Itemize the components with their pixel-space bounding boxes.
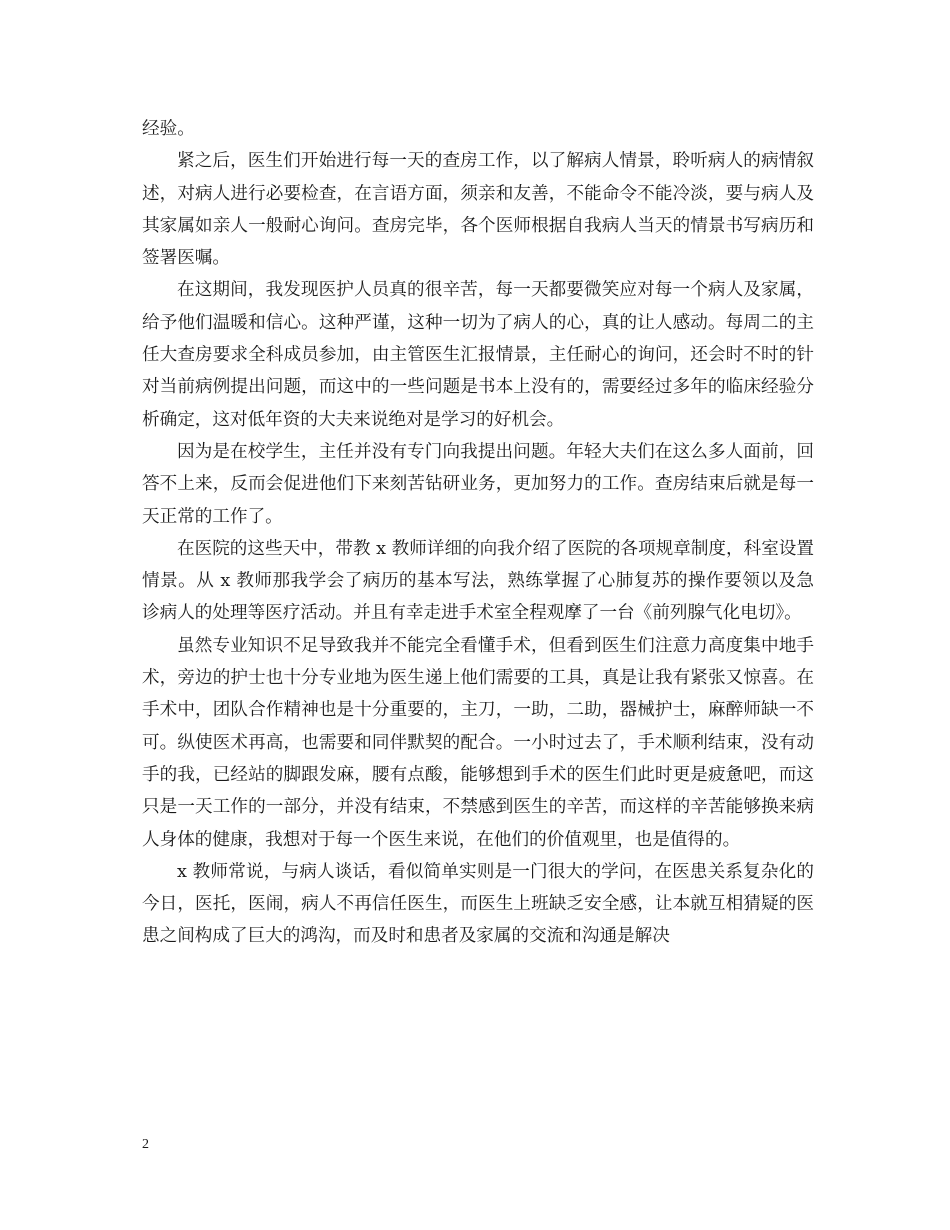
paragraph-5: 在医院的这些天中，带教 x 教师详细的向我介绍了医院的各项规章制度，科室设置情景。从 x 教师那我学会了病历的基本写法，熟练掌握了心肺复苏的操作要领以及急诊病人的处理等医疗活动。并且有幸走进手术室全程观摩了一台《前列腺气化电切》。 [142,538,814,624]
paragraph-4: 因为是在校学生，主任并没有专门向我提出问题。年轻大夫们在这么多人面前，回答不上来，反而会促进他们下来刻苦钻研业务，更加努力的工作。查房结束后就是每一天正常的工作了。 [142,441,814,527]
paragraph-3: 在这期间，我发现医护人员真的很辛苦，每一天都要微笑应对每一个病人及家属，给予他们温暖和信心。这种严谨，这种一切为了病人的心，真的让人感动。每周二的主任大查房要求全科成员参加，由主管医生汇报情景，主任耐心的询问，还会时不时的针对当前病例提出问题，而这中的一些问题是书本上没有的，需要经过多年的临床经验分析确定，这对低年资的大夫来说绝对是学习的好机会。 [142,280,814,430]
paragraph-6: 虽然专业知识不足导致我并不能完全看懂手术，但看到医生们注意力高度集中地手术，旁边的护士也十分专业地为医生递上他们需要的工具，真是让我有紧张又惊喜。在手术中，团队合作精神也是十分重要的，主刀，一助，二助，器械护士，麻醉师缺一不可。纵使医术再高，也需要和同伴默契的配合。一小时过去了，手术顺利结束，没有动手的我，已经站的脚跟发麻，腰有点酸，能够想到手术的医生们此时更是疲惫吧，而这只是一天工作的一部分，并没有结束，不禁感到医生的辛苦，而这样的辛苦能够换来病人身体的健康，我想对于每一个医生来说，在他们的价值观里，也是值得的。 [142,635,814,850]
paragraph-2: 紧之后，医生们开始进行每一天的查房工作，以了解病人情景，聆听病人的病情叙述，对病人进行必要检查，在言语方面，须亲和友善，不能命令不能冷淡，要与病人及其家属如亲人一般耐心询问。查房完毕，各个医师根据自我病人当天的情景书写病历和签署医嘱。 [142,151,814,269]
paragraph-7: x 教师常说，与病人谈话，看似简单实则是一门很大的学问，在医患关系复杂化的今日，医托，医闹，病人不再信任医生，而医生上班缺乏安全感，让本就互相猜疑的医患之间构成了巨大的鸿沟，而及时和患者及家属的交流和沟通是解决 [142,861,814,947]
page-number: 2 [142,1137,149,1152]
paragraph-1: 经验。 [142,119,195,139]
body-text [142,113,814,953]
